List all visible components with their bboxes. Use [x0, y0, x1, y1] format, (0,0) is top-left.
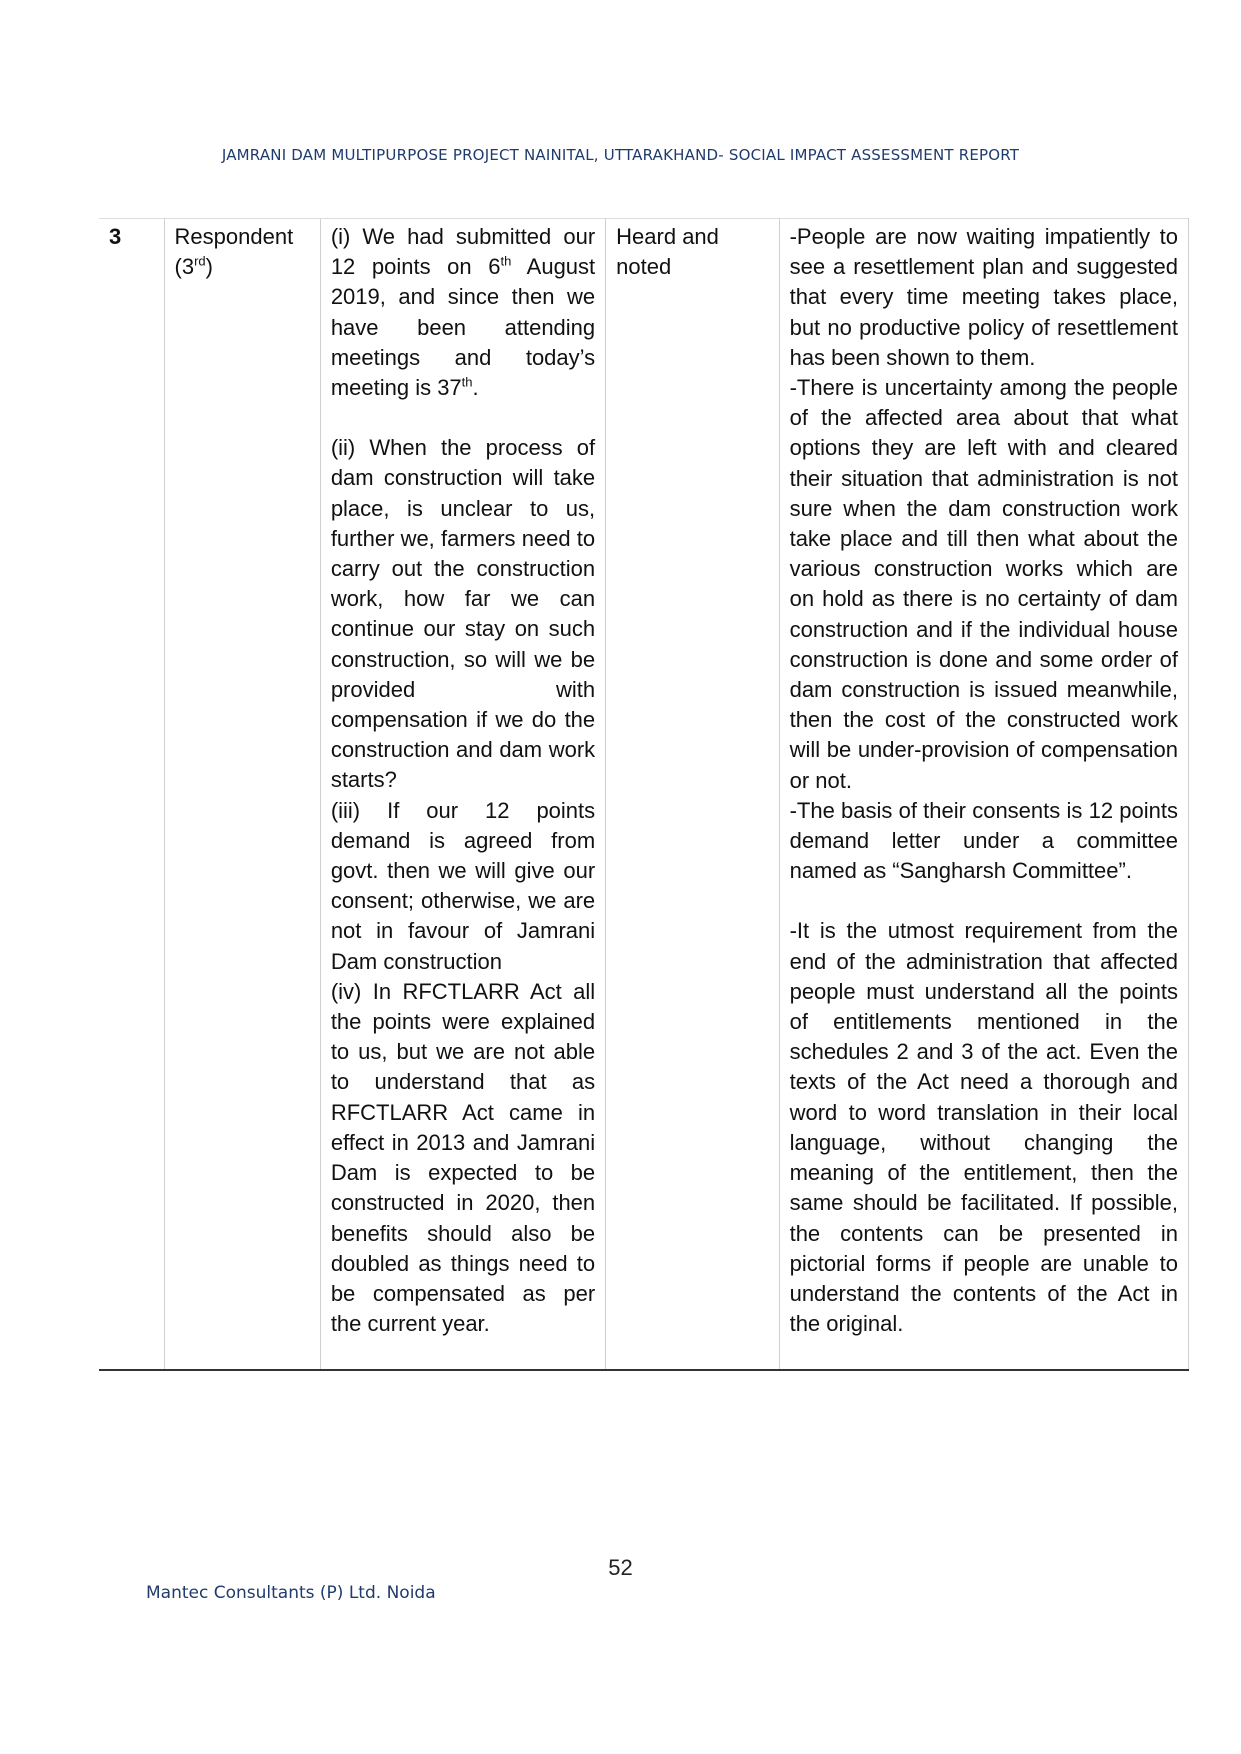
respondent-ordinal-suffix: rd — [194, 253, 206, 269]
respondent-label-tail: ) — [205, 254, 213, 280]
respondent-cell — [164, 219, 320, 1371]
issue-point-1-text-b: August 2019, and since then we have been attending meetings and today’s meeting is 37 — [330, 254, 596, 401]
footer-company-name: Mantec Consultants (P) Ltd. Noida — [146, 1583, 436, 1603]
remark-2: -There is uncertainty among the people of the affected area about that what options they are left with and cleared their situation that administration is not sure when the dam construction work take place and till then what about the various construction works which are on hold as there is no certainty of dam construction and if the individual house construction is done and some order of dam construction is issued meanwhile, then the cost of the constructed work will be under-provision of compensation or not. — [789, 375, 1178, 793]
response-cell: Heard and noted — [606, 219, 779, 1371]
remark-4: -It is the utmost requirement from the end of the administration that affected people must understand all the points of entitlements mentioned in the schedules 2 and 3 of the act. Even the texts of the Act need a thorough and word to word translation in their local language, without changing the meaning of the entitlement, then the same should be facilitated. If possible, the contents can be presented in pictorial forms if people are unable to understand the contents of the Act in the original. — [789, 918, 1178, 1337]
page-number: 52 — [608, 1555, 633, 1580]
remarks-cell — [779, 219, 1188, 1371]
paragraph-gap — [331, 403, 595, 433]
respondent-label: Respondent (3 — [174, 224, 294, 280]
serial-number-cell: 3 — [99, 219, 164, 1371]
remark-3: -The basis of their consents is 12 points demand letter under a committee named as “Sangharsh Committee”. — [789, 797, 1178, 884]
table-row — [99, 219, 1189, 1371]
issue-point-1-sup-b: th — [461, 374, 473, 390]
issue-point-3: (iii) If our 12 points demand is agreed from govt. then we will give our consent; otherwise, we are not in favour of Jamrani Dam construction — [330, 797, 596, 974]
paragraph-gap — [790, 886, 1178, 916]
issues-cell — [320, 219, 605, 1371]
running-header: JAMRANI DAM MULTIPURPOSE PROJECT NAINITAL, UTTARAKHAND- SOCIAL IMPACT ASSESSMENT REPORT — [221, 146, 1020, 164]
issue-point-2: (ii) When the process of dam construction will take place, is unclear to us, further we, farmers need to carry out the construction work, how far we can continue our stay on such construction, so will we be provided with compensation if we do the construction and dam work starts? — [330, 435, 596, 793]
issue-point-4: (iv) In RFCTLARR Act all the points were explained to us, but we are not able to understand that as RFCTLARR Act came in effect in 2013 and Jamrani Dam is expected to be constructed in 2020, then benefits should also be doubled as things need to be compensated as per the current year. — [330, 978, 596, 1337]
issue-point-1-text-a: (i) We had submitted our 12 points on 6 — [330, 224, 596, 280]
issue-point-1 — [331, 222, 595, 403]
issue-point-1-text-c: . — [472, 375, 479, 401]
remark-1: -People are now waiting impatiently to see a resettlement plan and suggested that every time meeting takes place, but no productive policy of resettlement has been shown to them. — [789, 224, 1178, 370]
issue-point-1-sup-a: th — [500, 253, 512, 269]
consultation-table — [99, 218, 1189, 1371]
